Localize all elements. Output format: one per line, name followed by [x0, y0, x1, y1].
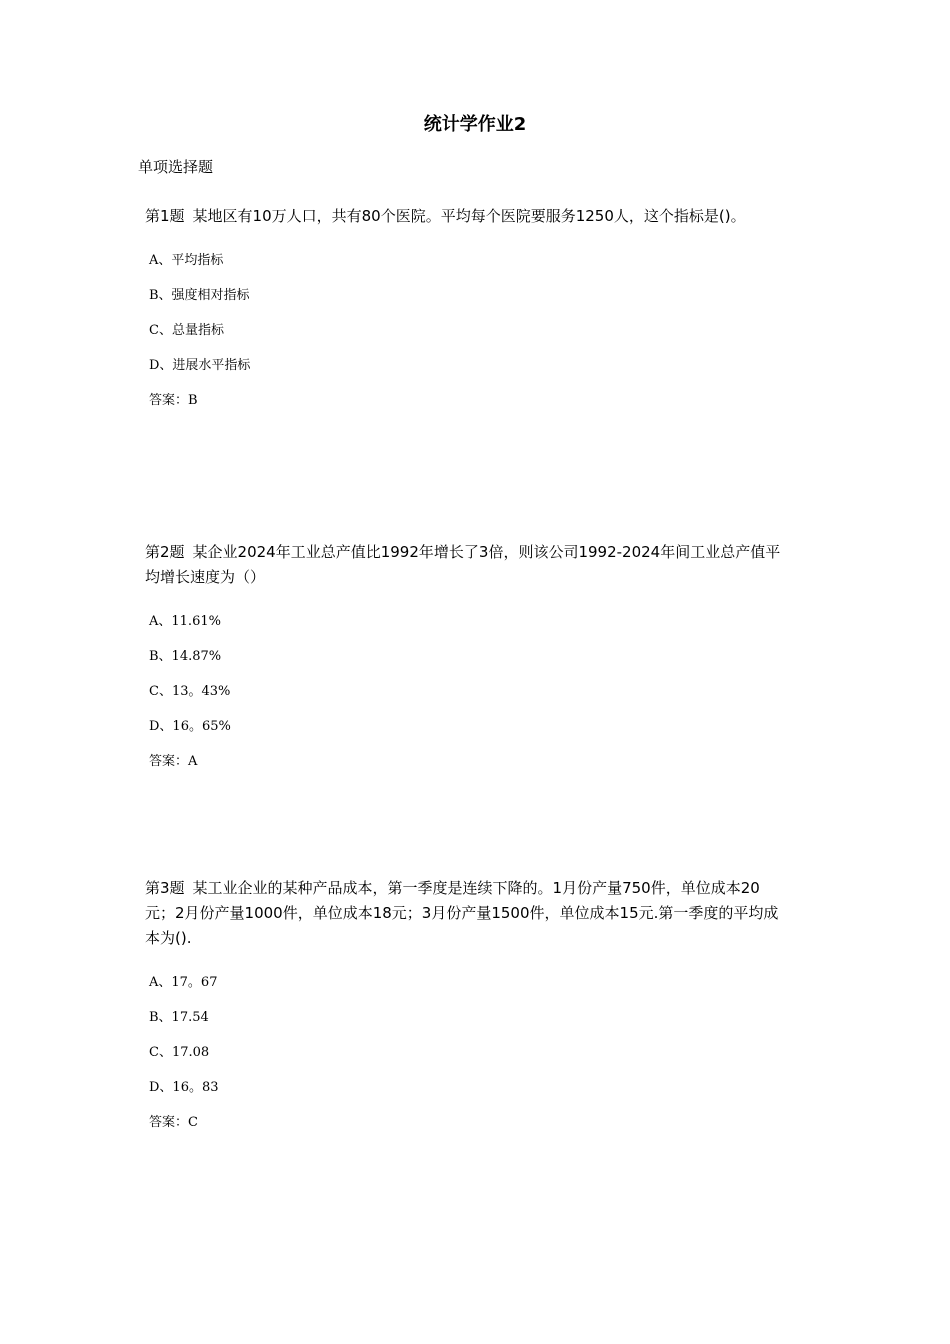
question-2	[145, 540, 785, 772]
option-d: D、16。65%	[149, 719, 231, 734]
option-b: B、强度相对指标	[149, 288, 250, 303]
option-a: A、11.61%	[149, 614, 221, 629]
option-d: D、进展水平指标	[149, 358, 251, 373]
option-a: A、平均指标	[149, 253, 224, 268]
question-text: 某工业企业的某种产品成本，第一季度是连续下降的。1月份产量750件，单位成本20元；2月份产量1000件，单位成本18元；3月份产量1500件，单位成本15元.第一季度的平均成本为().	[145, 879, 779, 947]
answer-line: 答案：C	[149, 1115, 198, 1130]
option-c: C、13。43%	[149, 684, 231, 699]
question-text: 某企业2024年工业总产值比1992年增长了3倍，则该公司1992-2024年间工业总产值平均增长速度为（）	[145, 543, 781, 586]
answer-line: 答案：B	[149, 393, 198, 408]
question-number: 第3题	[145, 879, 185, 897]
option-a: A、17。67	[149, 975, 218, 990]
option-list	[145, 251, 785, 411]
question-number: 第1题	[145, 207, 185, 225]
option-c: C、17.08	[149, 1045, 210, 1060]
answer-line: 答案：A	[149, 754, 198, 769]
question-1	[145, 204, 785, 411]
option-c: C、总量指标	[149, 323, 224, 338]
question-text: 某地区有10万人口，共有80个医院。平均每个医院要服务1250人，这个指标是()。	[192, 207, 746, 225]
question-stem	[145, 540, 785, 590]
question-number: 第2题	[145, 543, 185, 561]
document-title: 统计学作业2	[423, 114, 527, 135]
option-b: B、17.54	[149, 1010, 209, 1025]
question-stem	[145, 876, 785, 951]
section-heading: 单项选择题	[138, 158, 214, 176]
question-3	[145, 876, 785, 1133]
option-d: D、16。83	[149, 1080, 219, 1095]
question-stem	[145, 204, 785, 229]
option-list	[145, 973, 785, 1133]
option-b: B、14.87%	[149, 649, 222, 664]
option-list	[145, 612, 785, 772]
